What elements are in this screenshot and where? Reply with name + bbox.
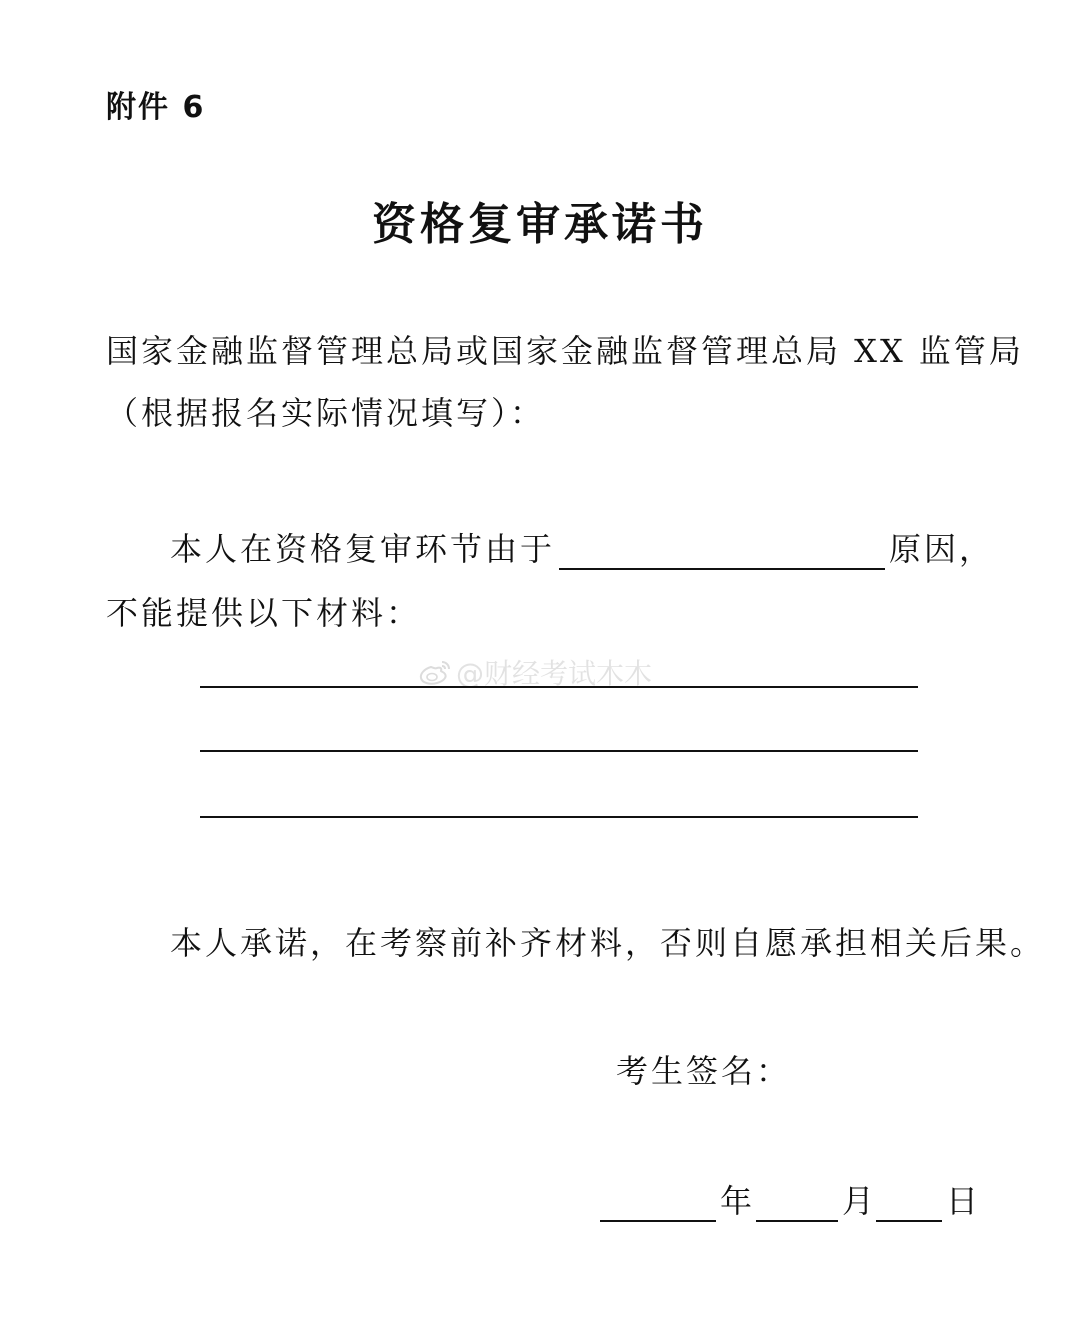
promise-statement: 本人承诺，在考察前补齐材料，否则自愿承担相关后果。 — [170, 924, 1046, 962]
addressee-line: 国家金融监督管理总局或国家金融监督管理总局 XX 监管局 — [106, 332, 1024, 370]
date-row — [600, 1176, 978, 1222]
attachment-label: 附件 6 — [106, 90, 206, 125]
weibo-icon — [418, 658, 452, 686]
year-label: 年 — [720, 1182, 753, 1220]
addressee-note: （根据报名实际情况填写）： — [106, 394, 546, 432]
day-label: 日 — [946, 1182, 979, 1220]
day-blank-field[interactable] — [876, 1186, 942, 1222]
reason-suffix: 原因， — [889, 530, 995, 568]
material-blank-line-3[interactable] — [200, 816, 918, 818]
month-label: 月 — [842, 1182, 875, 1220]
watermark-text: @财经考试木木 — [456, 657, 653, 690]
document-title: 资格复审承诺书 — [372, 199, 708, 250]
reason-prefix: 本人在资格复审环节由于 — [170, 530, 556, 568]
year-blank-field[interactable] — [600, 1186, 716, 1222]
signature-label: 考生签名： — [616, 1052, 792, 1090]
reason-blank-field[interactable] — [559, 534, 885, 570]
month-blank-field[interactable] — [756, 1186, 838, 1222]
reason-sentence — [170, 524, 994, 570]
materials-label: 不能提供以下材料： — [106, 594, 422, 632]
material-blank-line-1[interactable] — [200, 686, 918, 688]
material-blank-line-2[interactable] — [200, 750, 918, 752]
